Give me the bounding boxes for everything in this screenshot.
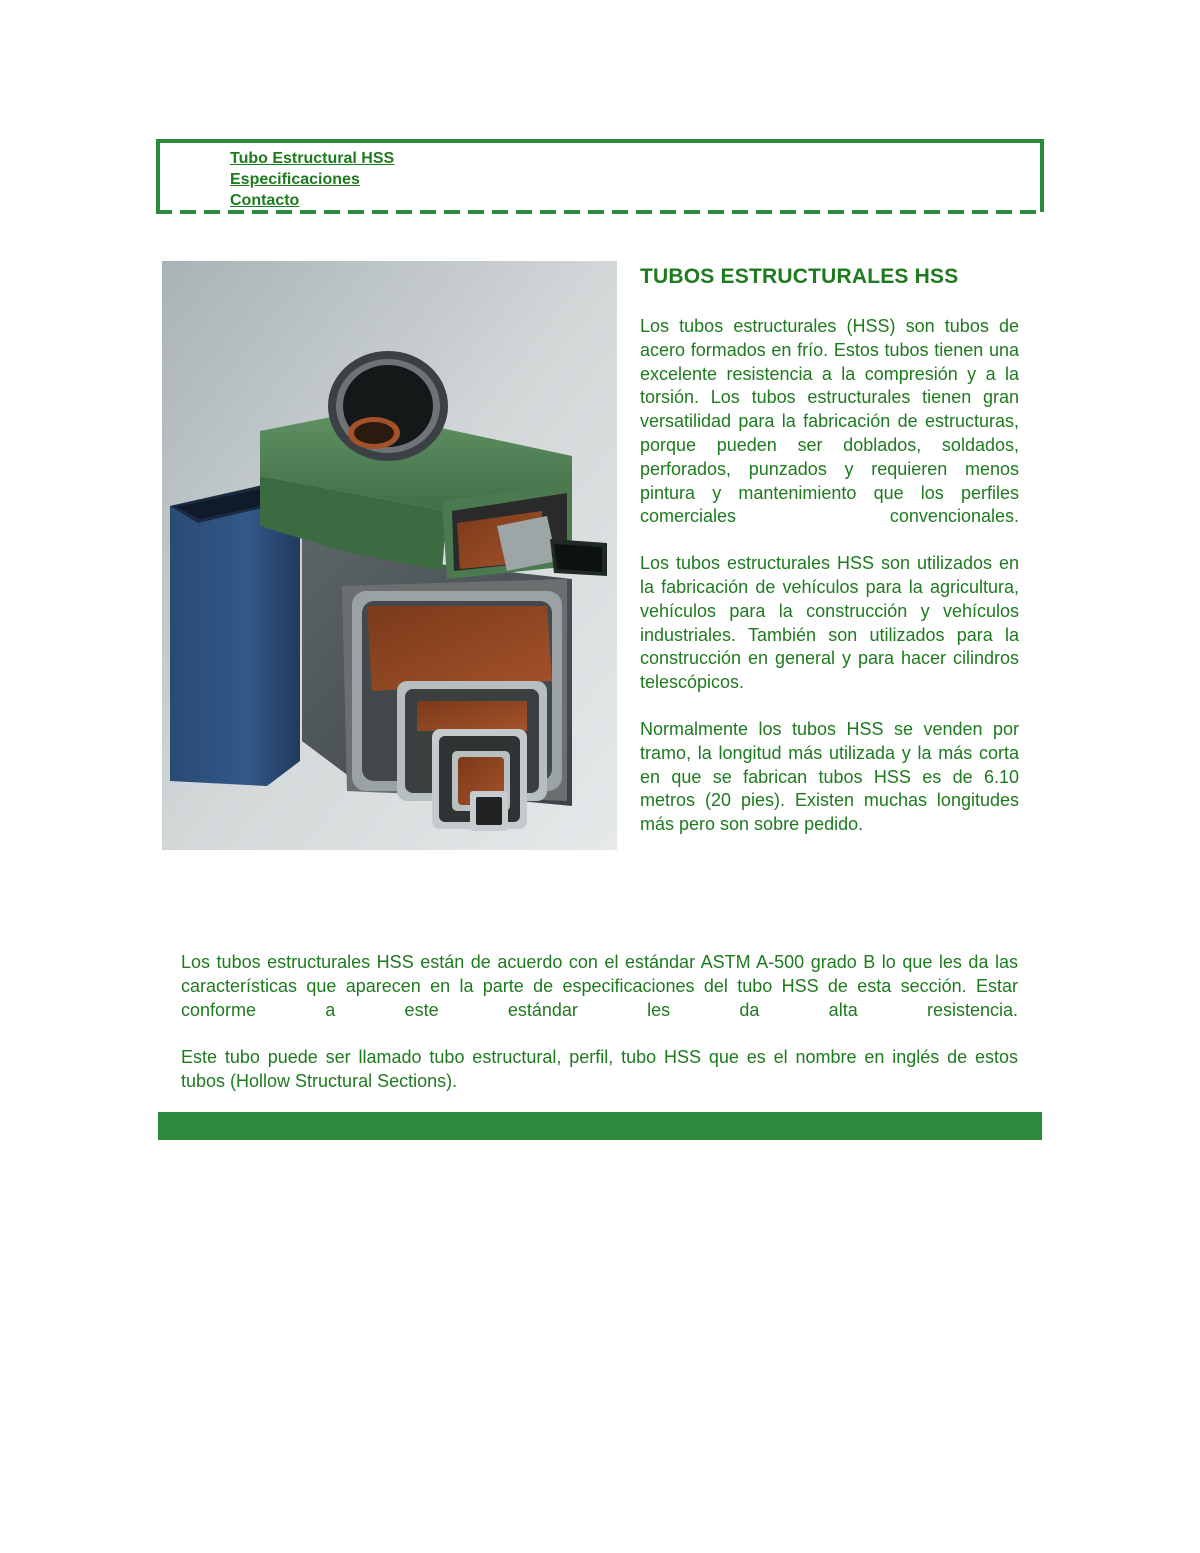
paragraph: Normalmente los tubos HSS se venden por tramo, la longitud más utilizada y la más corta en que se fabrican tubos HSS es de 6.10 metros (20 pies). Existen muchas longitudes más pero son sobre pedido.: [640, 718, 1019, 835]
nav-link-especificaciones[interactable]: Especificaciones: [230, 171, 360, 188]
hss-tubes-illustration: [162, 261, 617, 850]
paragraph: Los tubos estructurales HSS son utilizados en la fabricación de vehículos para la agricultura, vehículos para la construcción y vehículos industriales. También son utilizados para la construcción en general y para hacer cilindros telescópicos.: [640, 553, 1019, 693]
nav-item: [230, 190, 394, 211]
paragraph: Los tubos estructurales HSS están de acuerdo con el estándar ASTM A-500 grado B lo que les da las características que aparecen en la parte de especificaciones del tubo HSS de esta sección. Estar conforme a este estándar les da alta resistencia.: [181, 952, 1018, 1020]
nav-link-contacto[interactable]: Contacto: [230, 192, 300, 209]
nav-box-dashed-border: [156, 210, 1044, 214]
footer-bar: [158, 1112, 1042, 1140]
nav-box: [156, 139, 1044, 212]
nav-list: [230, 148, 394, 211]
nav-link-tubo-estructural[interactable]: Tubo Estructural HSS: [230, 150, 395, 167]
paragraph: Este tubo puede ser llamado tubo estructural, perfil, tubo HSS que es el nombre en inglés de estos tubos (Hollow Structural Sections).: [181, 1047, 1018, 1091]
bottom-content: [181, 950, 1018, 1116]
paragraph: Los tubos estructurales (HSS) son tubos de acero formados en frío. Estos tubos tienen una excelente resistencia a la compresión y a la torsión. Los tubos estructurales tienen gran versatilidad para la fabricación de estructuras, porque pueden ser doblados, soldados, perforados, punzados y requieren menos pintura y mantenimiento que los perfiles comerciales convencionales.: [640, 316, 1019, 527]
page-title: TUBOS ESTRUCTURALES HSS: [640, 265, 959, 288]
nav-item: [230, 148, 394, 169]
main-content: [640, 262, 1019, 837]
product-photo: [162, 261, 617, 850]
round-tube: [328, 351, 448, 461]
nav-item: [230, 169, 394, 190]
